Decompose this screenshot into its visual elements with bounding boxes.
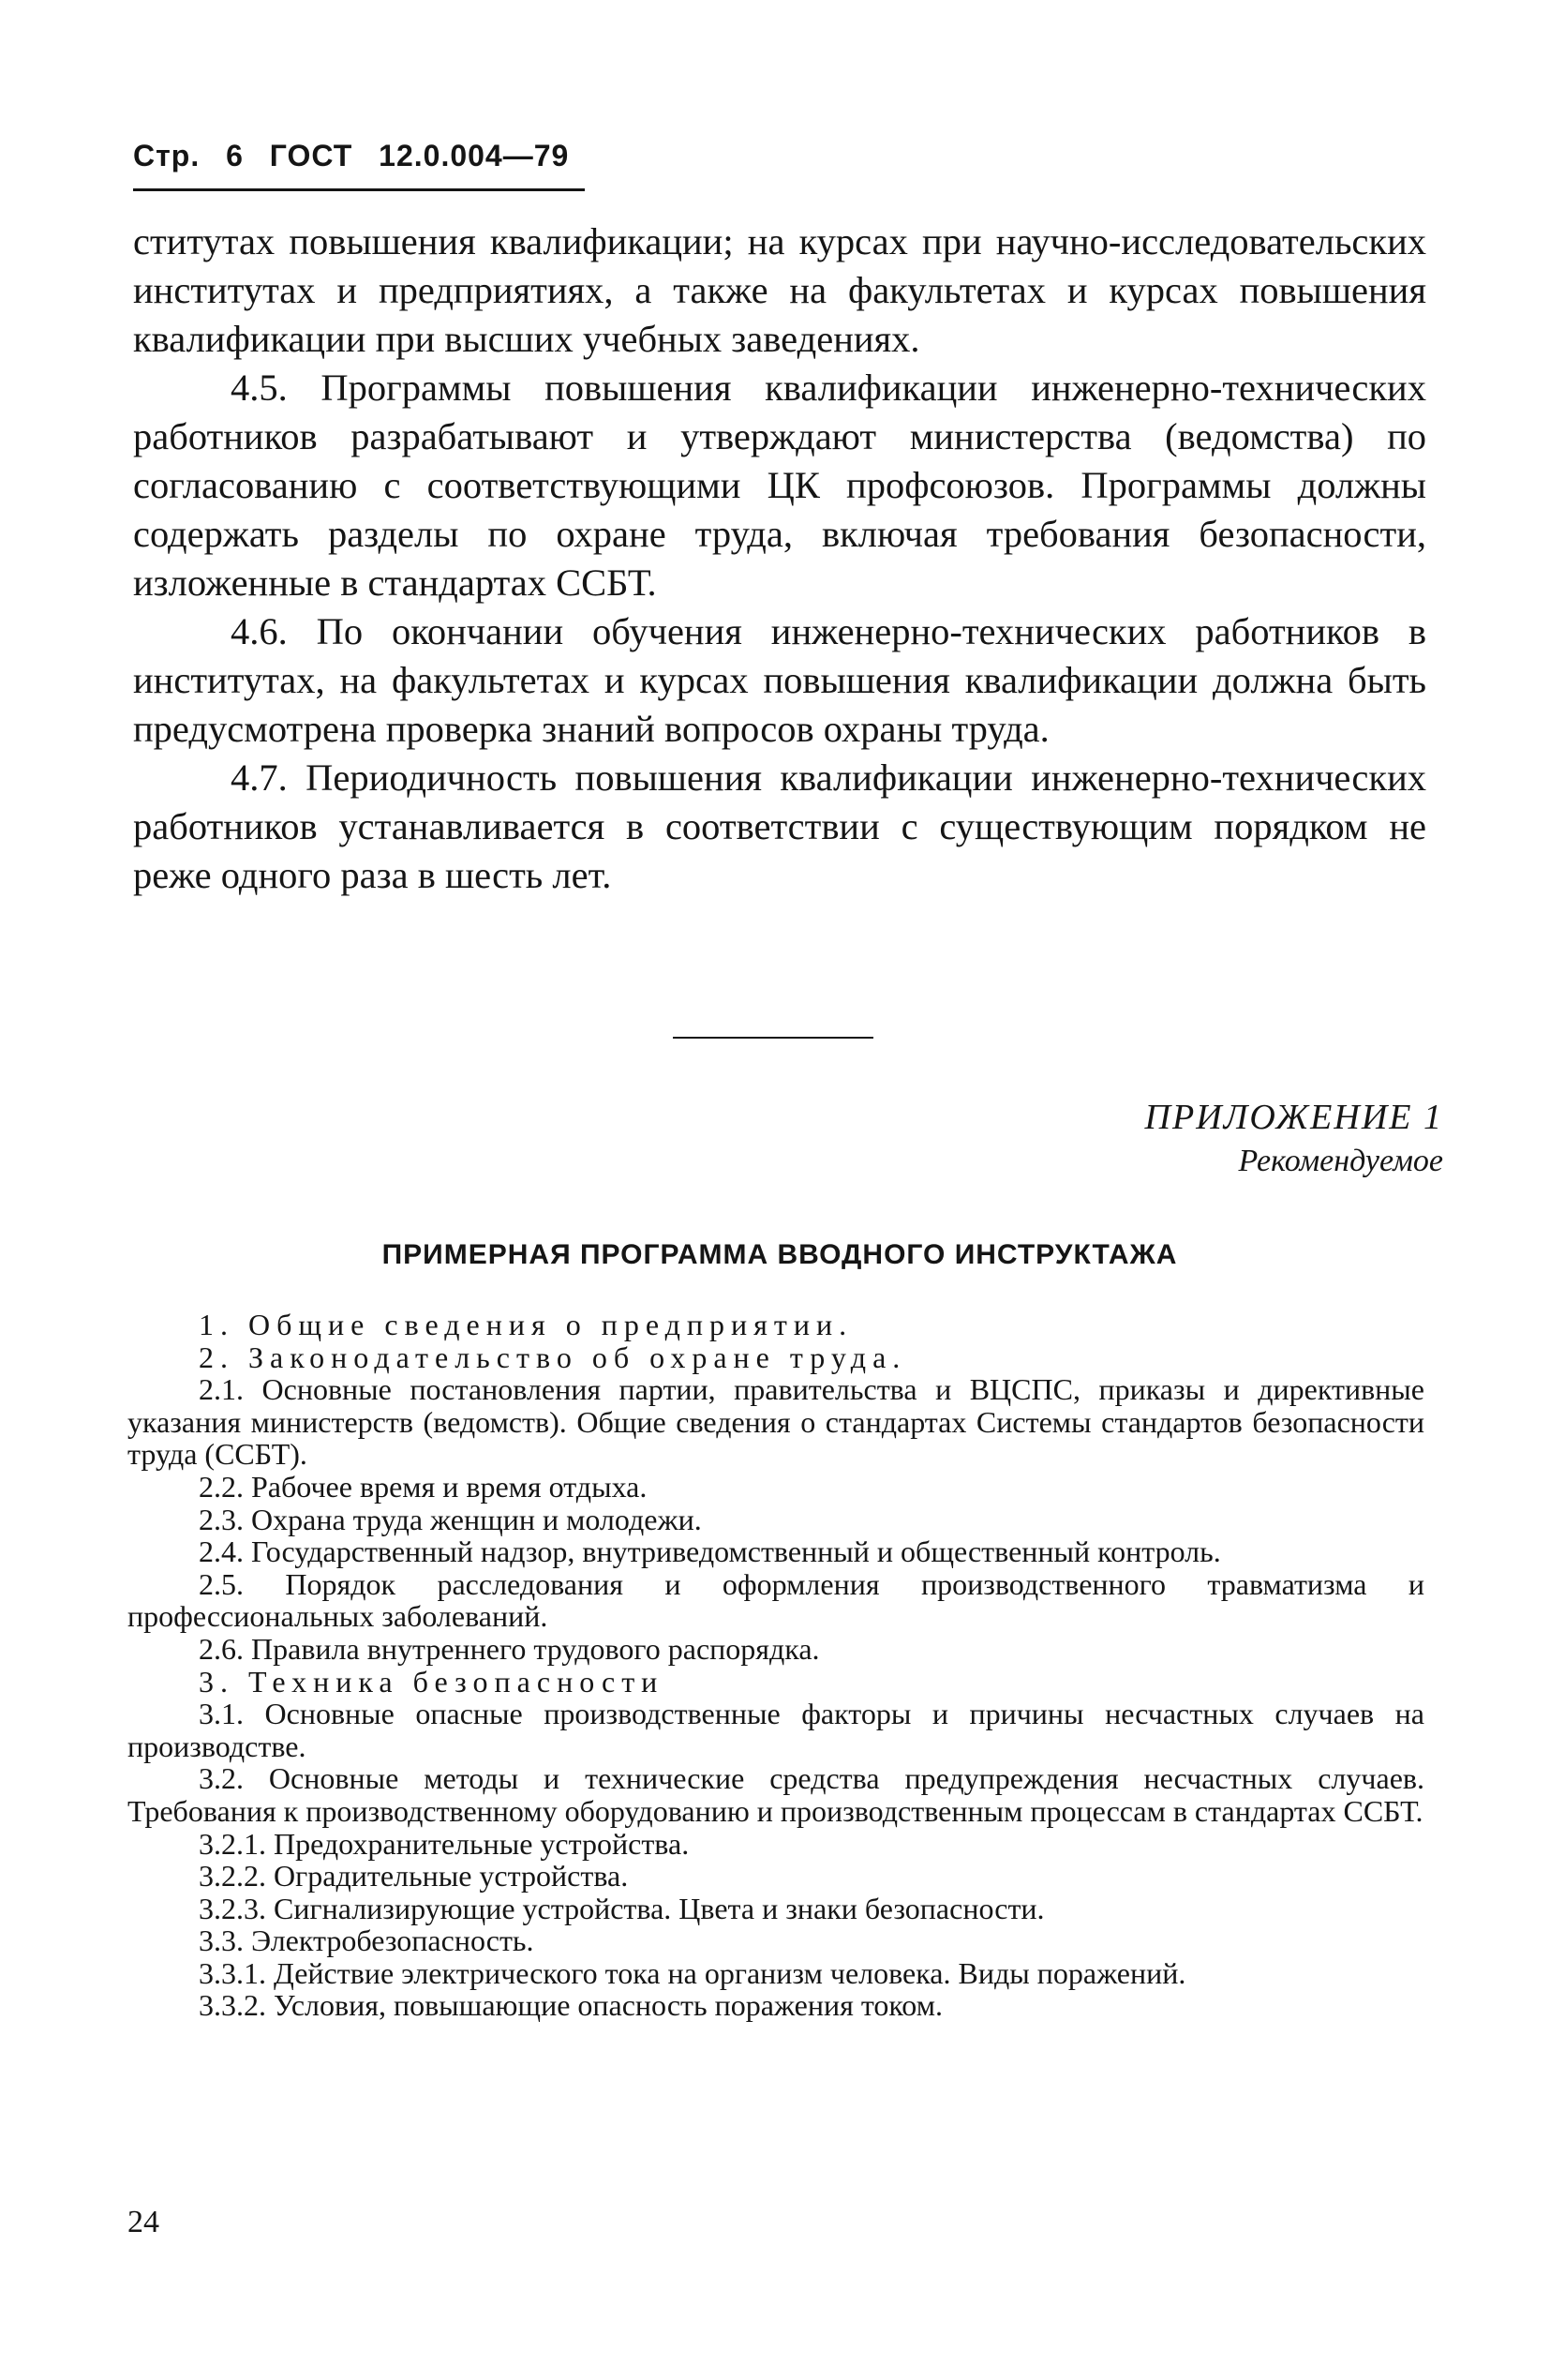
appendix-label: ПРИЛОЖЕНИЕ 1 [1144,1098,1443,1137]
program-item: 3.3.2. Условия, повышающие опасность поражения током. [199,1988,943,2023]
program-item: 3.2. Основные методы и технические средства предупреждения несчастных случаев. Требования к производственному оборудованию и производственным процессам в стандартах ССБТ. [127,1761,1424,1828]
page-number: 24 [127,2205,159,2239]
appendix-status: Рекомендуемое [1238,1144,1443,1178]
header-rule [133,188,585,191]
paragraph: 4.5. Программы повышения квалификации инженерно-технических работников разрабатывают и утверждают министерства (ведомства) по согласованию с соответствующими ЦК профсоюзов. Программы должны содержать разделы по охране труда, включая требования безопасности, изложенные в стандартах ССБТ. [133,367,1426,604]
program-item: 2.1. Основные постановления партии, правительства и ВЦСПС, приказы и директивные указания министерств (ведомств). Общие сведения о стандартах Системы стандартов безопасности труда (ССБТ). [127,1372,1424,1472]
page-label: Стр. [133,139,201,172]
program-title: ПРИМЕРНАЯ ПРОГРАММА ВВОДНОГО ИНСТРУКТАЖА [381,1239,1178,1270]
program-item: 3.1. Основные опасные производственные факторы и причины несчастных случаев на производстве. [127,1697,1424,1763]
program-item: 2.3. Охрана труда женщин и молодежи. [199,1502,702,1536]
program-item: 3.2.1. Предохранительные устройства. [199,1826,690,1861]
page-number-header: 6 [226,139,244,172]
program-item: 2.5. Порядок расследования и оформления производственного травматизма и профессиональных заболеваний. [127,1566,1424,1634]
program-item: 1. Общие сведения о предприятии. [199,1308,854,1341]
program-item: 2.4. Государственный надзор, внутриведомственный и общественный контроль. [199,1534,1221,1569]
program-item: 3.2.3. Сигнализирующие устройства. Цвета и знаки безопасности. [199,1891,1045,1925]
standard-label: ГОСТ [269,139,353,172]
standard-number: 12.0.004—79 [379,139,570,172]
program-item: 3.2.2. Оградительные устройства. [199,1859,629,1894]
section-separator [673,1037,873,1039]
program-list [127,1309,1424,2022]
program-item: 2. Законодательство об охране труда. [199,1340,907,1374]
program-item: 3.3.1. Действие электрического тока на организм человека. Виды поражений. [199,1955,1186,1990]
program-item: 3. Техника безопасности [199,1664,664,1699]
body-text [133,217,1426,900]
paragraph: ститутах повышения квалификации; на курсах при научно-исследовательских институтах и предприятиях, а также на факультетах и курсах повышения квалификации при высших учебных заведениях. [133,220,1426,360]
paragraph: 4.6. По окончании обучения инженерно-технических работников в институтах, на факультетах и курсах повышения квалификации должна быть предусмотрена проверка знаний вопросов охраны труда. [133,610,1426,750]
program-item: 2.6. Правила внутреннего трудового распорядка. [199,1631,820,1666]
program-item: 2.2. Рабочее время и время отдыха. [199,1469,648,1504]
paragraph: 4.7. Периодичность повышения квалификации инженерно-технических работников устанавливается в соответствии с существующим порядком не реже одного раза в шесть лет. [133,756,1426,896]
program-item: 3.3. Электробезопасность. [199,1923,534,1958]
page-header [133,139,586,173]
